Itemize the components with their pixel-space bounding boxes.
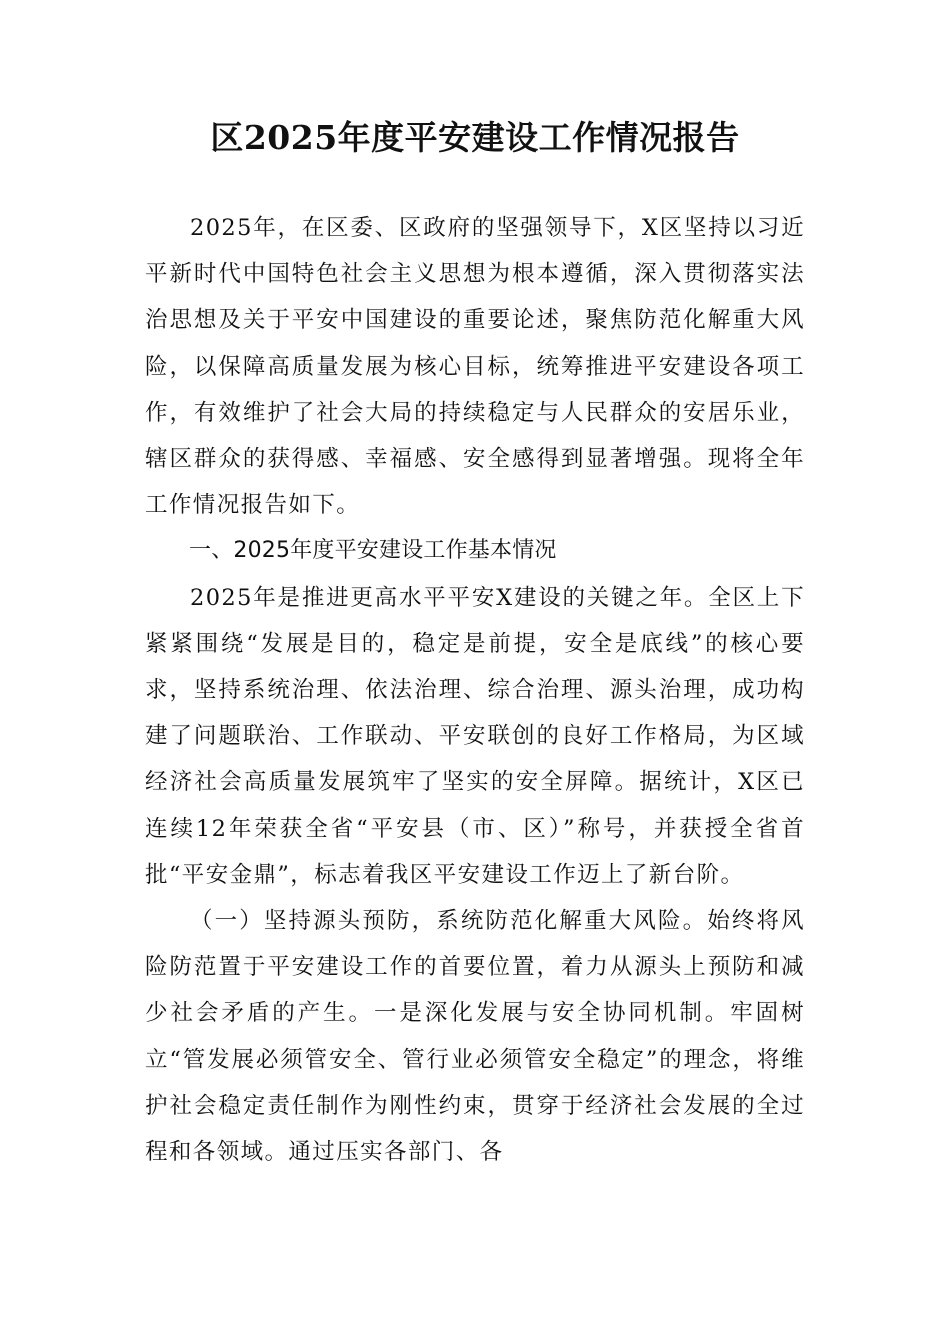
document-body (145, 205, 805, 1175)
section-1-heading: 一、2025年度平安建设工作基本情况 (189, 538, 557, 564)
document-title: 区2025年度平安建设工作情况报告 (210, 118, 740, 157)
section-1-paragraph: 2025年是推进更高水平平安X建设的关键之年。全区上下紧紧围绕“发展是目的，稳定是前提，安全是底线”的核心要求，坚持系统治理、依法治理、综合治理、源头治理，成功构建了问题联治、工作联动、平安联创的良好工作格局，为区域经济社会高质量发展筑牢了坚实的安全屏障。据统计，X区已连续12年荣获全省“平安县（市、区）”称号，并获授全省首批“平安金鼎”，标志着我区平安建设工作迈上了新台阶。 (145, 584, 805, 888)
subsection-1-paragraph: （一）坚持源头预防，系统防范化解重大风险。始终将风险防范置于平安建设工作的首要位置，着力从源头上预防和减少社会矛盾的产生。一是深化发展与安全协同机制。牢固树立“管发展必须管安全、管行业必须管安全稳定”的理念，将维护社会稳定责任制作为刚性约束，贯穿于经济社会发展的全过程和各领域。通过压实各部门、各 (145, 908, 805, 1166)
intro-paragraph: 2025年，在区委、区政府的坚强领导下，X区坚持以习近平新时代中国特色社会主义思想为根本遵循，深入贯彻落实法治思想及关于平安中国建设的重要论述，聚焦防范化解重大风险，以保障高质量发展为核心目标，统筹推进平安建设各项工作，有效维护了社会大局的持续稳定与人民群众的安居乐业，辖区群众的获得感、幸福感、安全感得到显著增强。现将全年工作情况报告如下。 (145, 215, 805, 519)
